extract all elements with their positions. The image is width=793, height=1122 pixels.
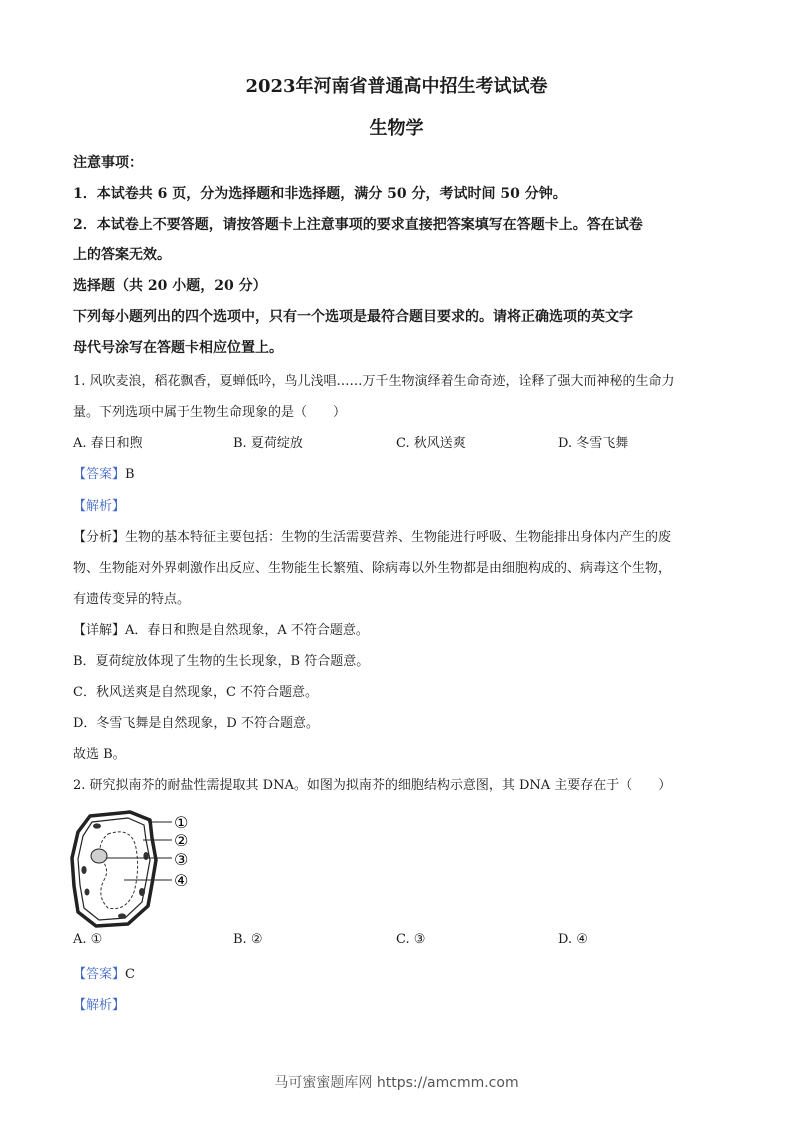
- section-instruction-line-2: 母代号涂写在答题卡相应位置上。: [73, 340, 283, 356]
- notice-heading: 注意事项：: [73, 155, 143, 171]
- q1-option-c: C. 秋风送爽: [396, 436, 466, 451]
- answer-tag: 【答案】: [73, 967, 126, 982]
- footer-watermark: 马可蜜蜜题库网 https://amcmm.com: [274, 1075, 519, 1091]
- section-instruction-line-1: 下列每小题列出的四个选项中，只有一个选项是最符合题目要求的。请将正确选项的英文字: [73, 309, 633, 325]
- q1-detail-b: B．夏荷绽放体现了生物的生长现象，B 符合题意。: [73, 654, 370, 669]
- answer-tag: 【答案】: [73, 467, 126, 482]
- fenxi-tag: 【分析】: [73, 530, 126, 545]
- q2-option-d: D. ④: [558, 932, 588, 947]
- diagram-label-4: ④: [174, 871, 189, 890]
- chloroplast: [81, 866, 86, 874]
- notice-item-1: 1．本试卷共 6 页，分为选择题和非选择题，满分 50 分，考试时间 50 分钟。: [73, 186, 567, 202]
- diagram-label-3: ③: [174, 850, 189, 869]
- q1-stem-line-2: 量。下列选项中属于生物生命现象的是（ ）: [73, 405, 347, 420]
- section-heading: 选择题（共 20 小题，20 分）: [73, 278, 267, 294]
- chloroplast: [93, 823, 101, 828]
- diagram-label-1: ①: [174, 813, 189, 832]
- q2-option-a: A. ①: [73, 932, 103, 947]
- q1-detail-c: C．秋风送爽是自然现象，C 不符合题意。: [73, 685, 319, 700]
- q2-option-c: C. ③: [396, 932, 426, 947]
- diagram-label-2: ②: [174, 831, 189, 850]
- q1-option-a: A. 春日和煦: [73, 436, 143, 451]
- notice-item-2-line-1: 2．本试卷上不要答题，请按答题卡上注意事项的要求直接把答案填写在答题卡上。答在试卷: [73, 217, 643, 233]
- chloroplast: [139, 888, 145, 896]
- q1-answer: [73, 463, 723, 482]
- q1-option-b: B. 夏荷绽放: [233, 436, 303, 451]
- q1-detail-a: [73, 619, 723, 638]
- q1-analysis-tag: 【解析】: [73, 499, 126, 514]
- q1-conclusion: 故选 B。: [73, 747, 126, 762]
- fenxi-text: 生物的基本特征主要包括：生物的生活需要营养、生物能进行呼吸、生物能排出身体内产生的废: [125, 530, 672, 545]
- answer-value: B: [125, 467, 135, 482]
- answer-value: C: [125, 967, 135, 982]
- q1-fenxi-line-3: 有遗传变异的特点。: [73, 592, 191, 607]
- q1-detail-d: D．冬雪飞舞是自然现象，D 不符合题意。: [73, 716, 319, 731]
- q1-stem-line-1: 1. 风吹麦浪，稻花飘香，夏蝉低吟，鸟儿浅唱……万千生物演绎着生命奇迹，诠释了强大而神秘的生命力: [73, 374, 675, 389]
- q1-fenxi-line-1: [73, 526, 723, 545]
- q1-option-d: D. 冬雪飞舞: [558, 436, 629, 451]
- notice-item-2-line-2: 上的答案无效。: [73, 247, 171, 263]
- chloroplast: [85, 889, 90, 896]
- q2-answer: [73, 963, 723, 982]
- q2-stem: 2. 研究拟南芥的耐盐性需提取其 DNA。如图为拟南芥的细胞结构示意图，其 DNA 主要存在于（ ）: [73, 778, 672, 793]
- nucleus: [91, 849, 107, 863]
- vacuole: [100, 832, 138, 909]
- subject-title: 生物学: [369, 118, 424, 139]
- q1-fenxi-line-2: 物、生物能对外界刺激作出反应、生物能生长繁殖、除病毒以外生物都是由细胞构成的、病毒这个生物，: [73, 561, 672, 576]
- chloroplast: [118, 913, 126, 918]
- detail-a-text: A．春日和煦是自然现象，A 不符合题意。: [125, 623, 369, 638]
- plant-cell-diagram: [68, 808, 198, 933]
- exam-title: 2023年河南省普通高中招生考试试卷: [245, 76, 548, 97]
- cell-membrane: [78, 818, 150, 920]
- detail-tag: 【详解】: [73, 623, 126, 638]
- chloroplast: [143, 852, 148, 860]
- q2-option-b: B. ②: [233, 932, 263, 947]
- q2-analysis-tag: 【解析】: [73, 998, 126, 1013]
